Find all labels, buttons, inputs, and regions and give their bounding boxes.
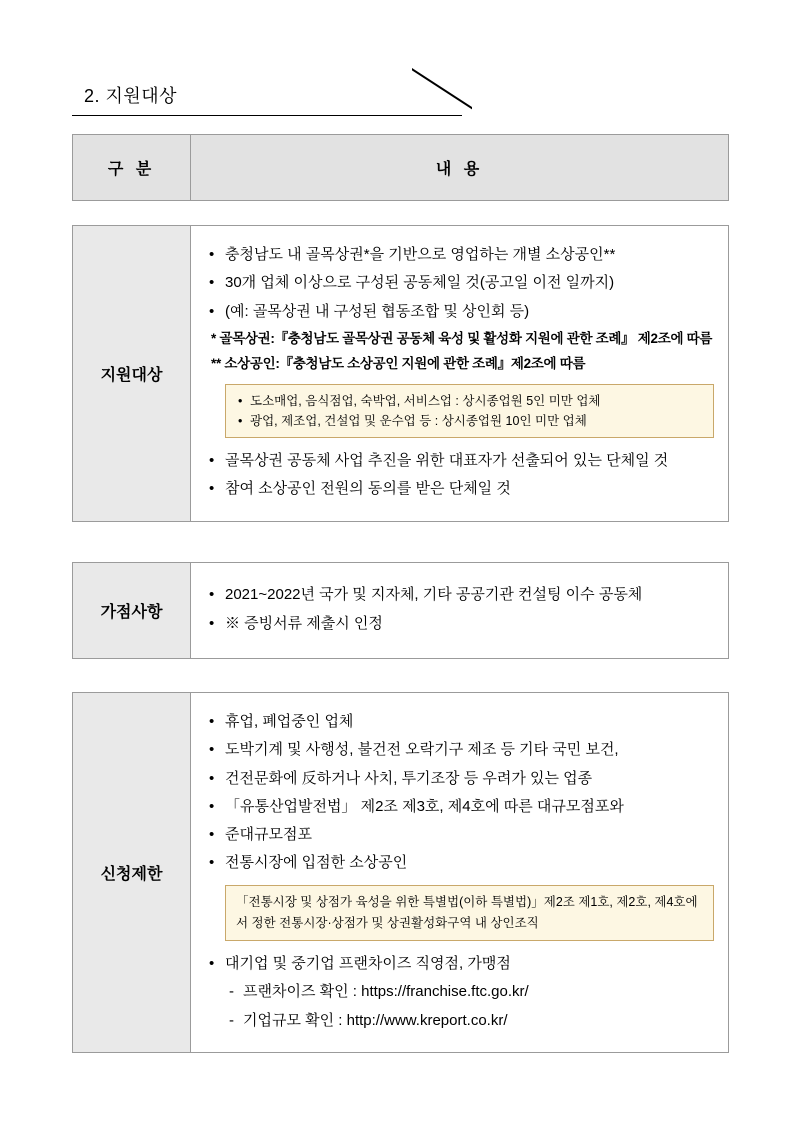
list-item: • 전통시장에 입점한 소상공인 <box>207 850 714 876</box>
table-header <box>72 134 729 201</box>
list-item: • 「유통산업발전법」 제2조 제3호, 제4호에 따른 대규모점포와 <box>207 794 714 820</box>
restrict-highlight-box: 「전통시장 및 상점가 육성을 위한 특별법(이하 특별법)」제2조 제1호, 제2호, 제4호에서 정한 전통시장·상점가 및 상권활성화구역 내 상인조직 <box>225 885 714 942</box>
row-content-bonus <box>191 563 729 659</box>
restrict-tail-list <box>207 951 714 977</box>
row-content-restrict <box>191 693 729 1053</box>
list-item: • 충청남도 내 골목상권*을 기반으로 영업하는 개별 소상공인** <box>207 242 714 268</box>
header-col-content: 내 용 <box>191 135 729 201</box>
table-row <box>73 135 729 201</box>
table-bonus-points <box>72 562 729 659</box>
page-title: 2. 지원대상 <box>84 86 178 106</box>
table-restrictions <box>72 692 729 1053</box>
support-tail-list <box>207 448 714 503</box>
row-label-support: 지원대상 <box>73 226 191 522</box>
list-item: • 2021~2022년 국가 및 지자체, 기타 공공기관 컨설팅 이수 공동체 <box>207 582 714 608</box>
link-franchise[interactable]: - 프랜차이즈 확인 : https://franchise.ftc.go.kr/ <box>225 979 714 1005</box>
list-item: • 참여 소상공인 전원의 동의를 받은 단체일 것 <box>207 476 714 502</box>
list-item: • ※ 증빙서류 제출시 인정 <box>207 611 714 637</box>
list-item: • 건전문화에 反하거나 사치, 투기조장 등 우려가 있는 업종 <box>207 766 714 792</box>
link-kreport[interactable]: - 기업규모 확인 : http://www.kreport.co.kr/ <box>225 1008 714 1034</box>
bonus-bullet-list <box>207 582 714 637</box>
table-row <box>73 563 729 659</box>
highlight-list <box>236 391 703 431</box>
support-note-2: ** 소상공인:『충청남도 소상공인 지원에 관한 조례』제2조에 따름 <box>211 356 586 372</box>
list-item: • 도박기계 및 사행성, 불건전 오락기구 제조 등 기타 국민 보건, <box>207 737 714 763</box>
support-bullet-list <box>207 242 714 325</box>
list-item: • 준대규모점포 <box>207 822 714 848</box>
heading-tab-slant <box>412 68 472 116</box>
section-heading <box>72 78 462 116</box>
list-item: • 휴업, 폐업중인 업체 <box>207 709 714 735</box>
list-item: • (예: 골목상권 내 구성된 협동조합 및 상인회 등) <box>207 299 714 325</box>
list-item: • 대기업 및 중기업 프랜차이즈 직영점, 가맹점 <box>207 951 714 977</box>
list-item: • 골목상권 공동체 사업 추진을 위한 대표자가 선출되어 있는 단체일 것 <box>207 448 714 474</box>
restrict-bullet-list <box>207 709 714 877</box>
table-row <box>73 693 729 1053</box>
support-note-1: * 골목상권:『충청남도 골목상권 공동체 육성 및 활성화 지원에 관한 조례』 제2조에 따름 <box>211 330 713 346</box>
list-item: • 30개 업체 이상으로 구성된 공동체일 것(공고일 이전 일까지) <box>207 270 714 296</box>
header-col-division: 구 분 <box>73 135 191 201</box>
list-item: • 도소매업, 음식점업, 숙박업, 서비스업 : 상시종업원 5인 미만 업체 <box>236 391 703 411</box>
restrict-links <box>207 979 714 1034</box>
list-item: • 광업, 제조업, 건설업 및 운수업 등 : 상시종업원 10인 미만 업체 <box>236 411 703 431</box>
row-label-bonus: 가점사항 <box>73 563 191 659</box>
row-label-restrict: 신청제한 <box>73 693 191 1053</box>
row-content-support <box>191 226 729 522</box>
table-support-target <box>72 225 729 522</box>
support-highlight-box <box>225 384 714 438</box>
table-row <box>73 226 729 522</box>
